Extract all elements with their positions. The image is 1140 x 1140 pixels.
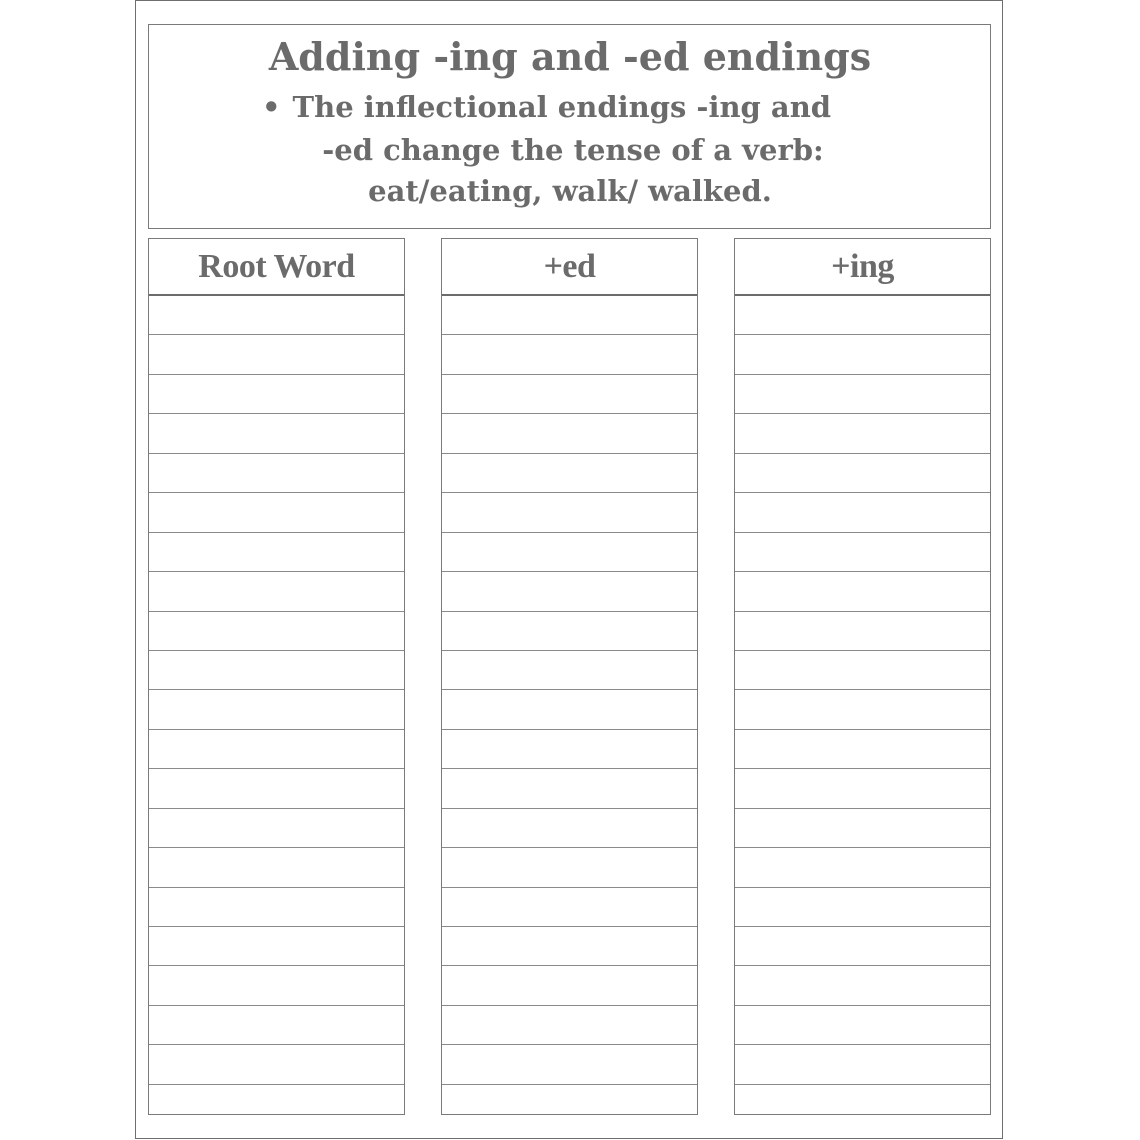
writing-line[interactable] [442, 809, 697, 848]
column-header-root-word: Root Word [149, 239, 404, 296]
writing-line[interactable] [442, 414, 697, 453]
writing-line[interactable] [149, 335, 404, 374]
column-ed [441, 238, 698, 1115]
writing-line[interactable] [735, 848, 990, 887]
writing-line[interactable] [442, 612, 697, 651]
writing-line[interactable] [735, 572, 990, 611]
writing-line[interactable] [442, 848, 697, 887]
writing-line[interactable] [149, 690, 404, 729]
writing-line[interactable] [149, 1045, 404, 1084]
writing-line[interactable] [149, 651, 404, 690]
writing-line[interactable] [149, 769, 404, 808]
writing-line[interactable] [149, 927, 404, 966]
writing-line[interactable] [442, 296, 697, 335]
writing-line[interactable] [442, 966, 697, 1005]
writing-line[interactable] [149, 533, 404, 572]
column-header-ing: +ing [735, 239, 990, 296]
writing-line[interactable] [442, 1085, 697, 1124]
column-root-word [148, 238, 405, 1115]
writing-line[interactable] [149, 966, 404, 1005]
writing-line[interactable] [735, 651, 990, 690]
writing-line[interactable] [442, 769, 697, 808]
writing-line[interactable] [735, 296, 990, 335]
instruction-line-1 [262, 90, 832, 124]
writing-line[interactable] [149, 848, 404, 887]
writing-line[interactable] [735, 730, 990, 769]
writing-line[interactable] [442, 888, 697, 927]
writing-line[interactable] [149, 375, 404, 414]
writing-line[interactable] [149, 414, 404, 453]
column-ing [734, 238, 991, 1115]
writing-line[interactable] [149, 296, 404, 335]
writing-line[interactable] [442, 651, 697, 690]
writing-line[interactable] [442, 572, 697, 611]
writing-line[interactable] [149, 730, 404, 769]
instruction-line-3: eat/eating, walk/ walked. [368, 174, 772, 208]
writing-line[interactable] [442, 533, 697, 572]
writing-line[interactable] [442, 1045, 697, 1084]
writing-line[interactable] [735, 966, 990, 1005]
writing-lines [442, 296, 697, 1124]
writing-line[interactable] [735, 1085, 990, 1124]
bullet-icon: • [262, 90, 281, 124]
writing-lines [149, 296, 404, 1124]
column-header-ed: +ed [442, 239, 697, 296]
writing-line[interactable] [735, 533, 990, 572]
writing-line[interactable] [735, 454, 990, 493]
writing-line[interactable] [735, 375, 990, 414]
instruction-line-2: -ed change the tense of a verb: [322, 133, 824, 167]
writing-line[interactable] [735, 690, 990, 729]
writing-line[interactable] [442, 454, 697, 493]
writing-line[interactable] [149, 572, 404, 611]
writing-line[interactable] [735, 927, 990, 966]
writing-line[interactable] [735, 1006, 990, 1045]
writing-line[interactable] [442, 730, 697, 769]
writing-line[interactable] [735, 493, 990, 532]
writing-line[interactable] [735, 1045, 990, 1084]
worksheet-title: Adding -ing and -ed endings [268, 34, 872, 79]
writing-line[interactable] [442, 1006, 697, 1045]
writing-line[interactable] [735, 769, 990, 808]
writing-line[interactable] [149, 888, 404, 927]
writing-line[interactable] [735, 888, 990, 927]
writing-line[interactable] [149, 1006, 404, 1045]
writing-line[interactable] [735, 414, 990, 453]
writing-lines [735, 296, 990, 1124]
writing-line[interactable] [149, 809, 404, 848]
writing-line[interactable] [442, 335, 697, 374]
instruction-text-1: The inflectional endings -ing and [292, 90, 832, 124]
writing-line[interactable] [442, 493, 697, 532]
writing-line[interactable] [149, 454, 404, 493]
writing-line[interactable] [442, 690, 697, 729]
writing-line[interactable] [149, 1085, 404, 1124]
writing-line[interactable] [735, 809, 990, 848]
writing-line[interactable] [442, 927, 697, 966]
writing-line[interactable] [735, 335, 990, 374]
writing-line[interactable] [149, 493, 404, 532]
writing-line[interactable] [442, 375, 697, 414]
writing-line[interactable] [149, 612, 404, 651]
writing-line[interactable] [735, 612, 990, 651]
